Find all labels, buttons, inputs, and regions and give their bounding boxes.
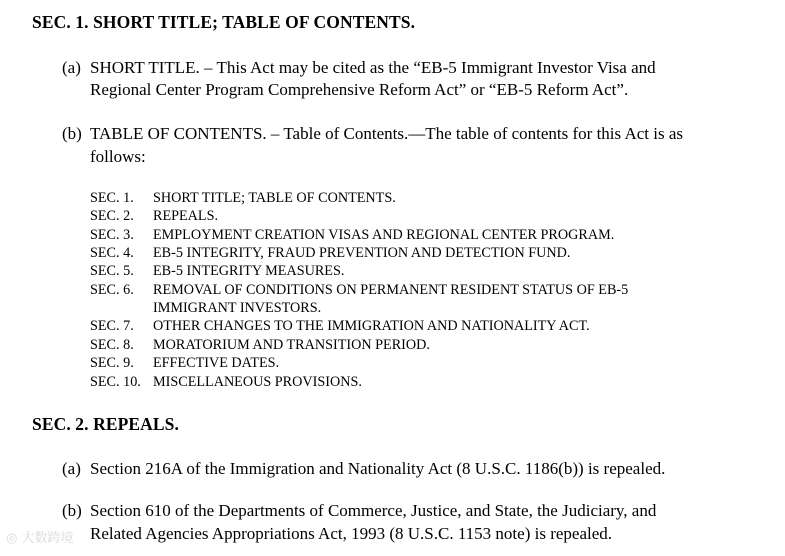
toc-title: MISCELLANEOUS PROVISIONS. [153, 374, 362, 390]
watermark [6, 527, 74, 546]
toc-num: SEC. 6. [90, 282, 134, 298]
sec2-heading: SEC. 2. REPEALS. [32, 414, 179, 434]
sec2-b-line2: Related Agencies Appropriations Act, 1993 (8 U.S.C. 1153 note) is repealed. [90, 524, 613, 543]
toc-title: EB-5 INTEGRITY MEASURES. [153, 263, 345, 279]
toc-title-continued: IMMIGRANT INVESTORS. [153, 300, 322, 316]
sec2-a-line1: Section 216A of the Immigration and Nationality Act (8 U.S.C. 1186(b)) is repealed. [90, 459, 666, 478]
sec2-b-line1: Section 610 of the Departments of Commerce, Justice, and State, the Judiciary, and [90, 501, 657, 520]
toc-title: EB-5 INTEGRITY, FRAUD PREVENTION AND DETECTION FUND. [153, 245, 571, 261]
sec1-b-line1: TABLE OF CONTENTS. – Table of Contents.—The table of contents for this Act is as [90, 124, 683, 143]
toc-num: SEC. 3. [90, 227, 134, 243]
toc-num: SEC. 1. [90, 190, 134, 206]
toc-num: SEC. 9. [90, 355, 134, 371]
toc-title: SHORT TITLE; TABLE OF CONTENTS. [153, 190, 396, 206]
sec1-a-marker: (a) [62, 58, 81, 77]
toc-title: REPEALS. [153, 208, 219, 224]
toc-title: MORATORIUM AND TRANSITION PERIOD. [153, 337, 430, 353]
toc-num: SEC. 10. [90, 374, 141, 390]
toc-title: EFFECTIVE DATES. [153, 355, 280, 371]
toc-num: SEC. 2. [90, 208, 134, 224]
toc-num: SEC. 8. [90, 337, 134, 353]
sec1-heading: SEC. 1. SHORT TITLE; TABLE OF CONTENTS. [32, 12, 416, 32]
toc-num: SEC. 7. [90, 318, 134, 334]
watermark-text: 大数跨境 [21, 531, 74, 546]
watermark-logo-icon: ◎ [6, 531, 18, 546]
sec2-b-marker: (b) [62, 501, 82, 520]
toc-title: OTHER CHANGES TO THE IMMIGRATION AND NATIONALITY ACT. [153, 318, 590, 334]
sec2-a-marker: (a) [62, 459, 81, 478]
toc-title: REMOVAL OF CONDITIONS ON PERMANENT RESIDENT STATUS OF EB-5 [153, 282, 629, 298]
sec1-b-line2: follows: [90, 147, 146, 166]
sec1-a-line1: SHORT TITLE. – This Act may be cited as the “EB-5 Immigrant Investor Visa and [90, 58, 656, 77]
toc-title: EMPLOYMENT CREATION VISAS AND REGIONAL CENTER PROGRAM. [153, 227, 615, 243]
toc-num: SEC. 5. [90, 263, 134, 279]
sec1-b-marker: (b) [62, 124, 82, 143]
toc-num: SEC. 4. [90, 245, 134, 261]
sec1-a-line2: Regional Center Program Comprehensive Reform Act” or “EB-5 Reform Act”. [90, 80, 629, 99]
